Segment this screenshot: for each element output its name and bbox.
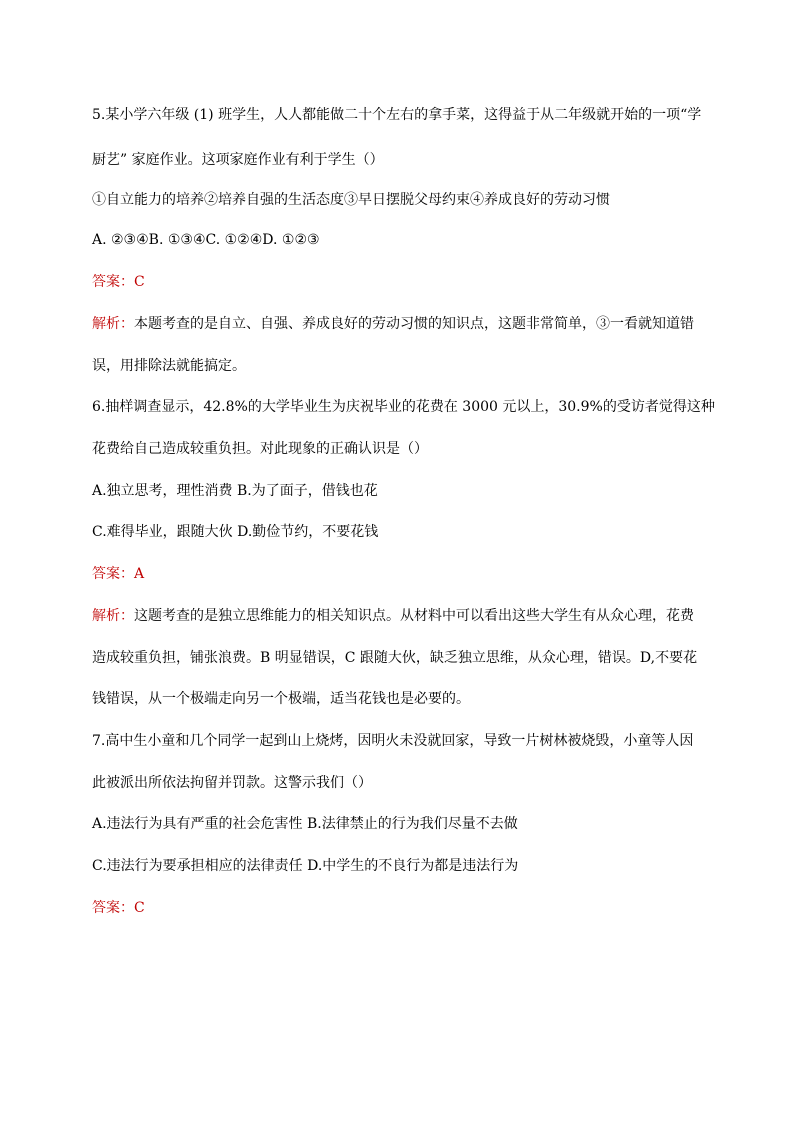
answer-value: C <box>134 274 145 290</box>
question-7-stem-line-2: 此被派出所依法拘留并罚款。这警示我们（） <box>92 775 372 791</box>
analysis-text: 本题考查的是自立、自强、养成良好的劳动习惯的知识点，这题非常简单，③一看就知道错 <box>134 316 694 332</box>
question-6-analysis-line-1 <box>92 606 712 626</box>
question-6-stem-line-2: 花费给自己造成较重负担。对此现象的正确认识是（） <box>92 441 428 457</box>
question-6-analysis-line-2: 造成较重负担，铺张浪费。B 明显错误，C 跟随大伙，缺乏独立思维，从众心理，错误。D,不要花 <box>92 650 698 666</box>
answer-value: C <box>134 900 145 916</box>
question-6-answer <box>92 564 712 584</box>
answer-label: 答案： <box>92 900 134 916</box>
question-7-option-line-1: A.违法行为具有严重的社会危害性 B.法律禁止的行为我们尽量不去做 <box>92 816 518 832</box>
question-7-option-line-2: C.违法行为要承担相应的法律责任 D.中学生的不良行为都是违法行为 <box>92 858 519 874</box>
answer-value: A <box>134 566 145 582</box>
analysis-label: 解析： <box>92 316 134 332</box>
question-5-stem-line-2: 厨艺” 家庭作业。这项家庭作业有利于学生（） <box>92 152 384 168</box>
analysis-text: 这题考查的是独立思维能力的相关知识点。从材料中可以看出这些大学生有从众心理，花费 <box>134 608 694 624</box>
question-7-answer <box>92 898 712 918</box>
question-6-option-line-2: C.难得毕业，跟随大伙 D.勤俭节约，不要花钱 <box>92 524 379 540</box>
answer-label: 答案： <box>92 274 134 290</box>
question-5-analysis-line-2: 误，用排除法就能搞定。 <box>92 358 246 374</box>
question-6-stem-line-1: 6.抽样调查显示，42.8%的大学毕业生为庆祝毕业的花费在 3000 元以上，30.9%的受访者觉得这种 <box>92 399 715 415</box>
question-6-analysis-line-3: 钱错误，从一个极端走向另一个极端，适当花钱也是必要的。 <box>92 691 470 707</box>
question-5-options: A. ②③④B. ①③④C. ①②④D. ①②③ <box>92 232 320 248</box>
question-6-option-line-1: A.独立思考，理性消费 B.为了面子，借钱也花 <box>92 483 378 499</box>
analysis-label: 解析： <box>92 608 134 624</box>
answer-label: 答案： <box>92 566 134 582</box>
question-5-analysis-line-1 <box>92 314 712 334</box>
question-7-stem-line-1: 7.高中生小童和几个同学一起到山上烧烤，因明火未没就回家，导致一片树林被烧毁，小童等人因 <box>92 733 694 749</box>
question-5-stem-line-1: 5.某小学六年级 (1) 班学生，人人都能做二十个左右的拿手菜，这得益于从二年级就开始的一项“学 <box>92 107 702 123</box>
question-5-statements: ①自立能力的培养②培养自强的生活态度③早日摆脱父母约束④养成良好的劳动习惯 <box>92 192 610 208</box>
question-5-answer <box>92 272 712 292</box>
